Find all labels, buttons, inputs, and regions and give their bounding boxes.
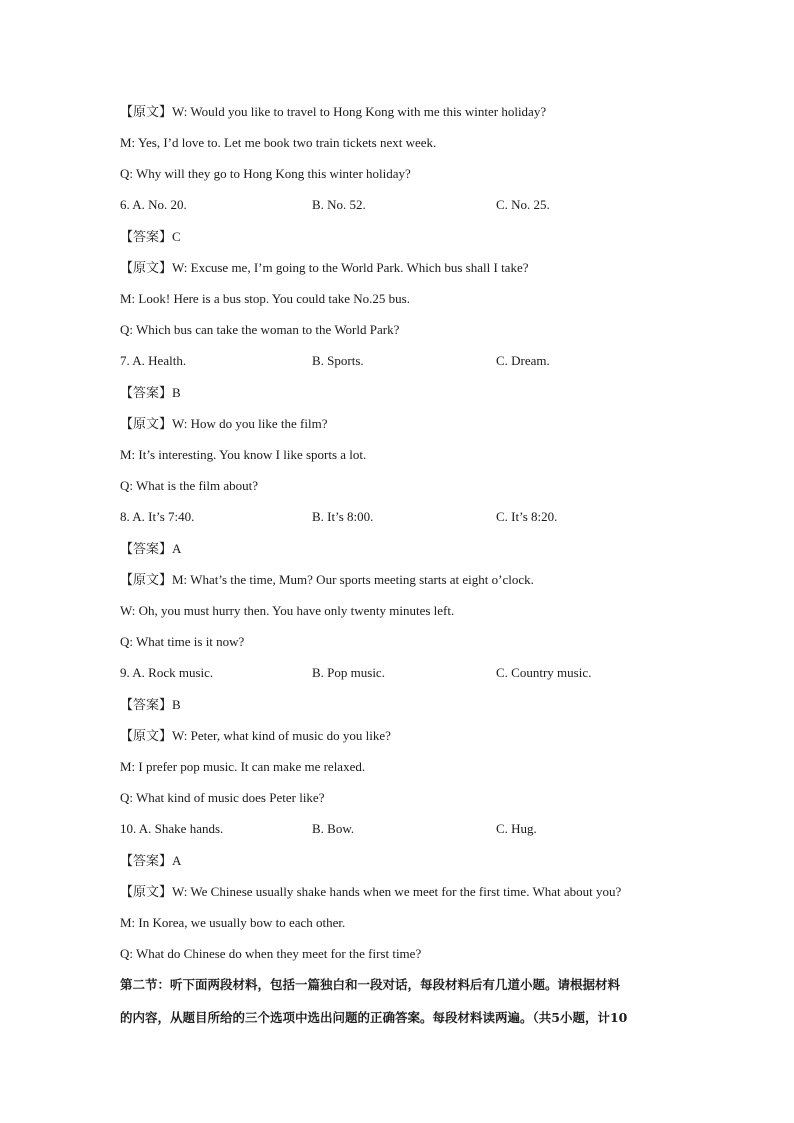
answer-line: 【答案】A (120, 853, 182, 868)
answer-line: 【答案】C (120, 229, 181, 244)
transcript-line: M: I prefer pop music. It can make me relaxed. (120, 759, 366, 774)
transcript-line: 【原文】W: Peter, what kind of music do you like? (120, 728, 391, 743)
answer-line: 【答案】A (120, 541, 182, 556)
transcript-question: Q: What is the film about? (120, 478, 259, 493)
transcript-line: 【原文】W: Would you like to travel to Hong Kong with me this winter holiday? (120, 104, 547, 119)
option-a: 9. A. Rock music. (120, 665, 214, 680)
transcript-question: Q: Which bus can take the woman to the World Park? (120, 322, 400, 337)
option-b: B. Bow. (312, 821, 355, 836)
option-a: 10. A. Shake hands. (120, 821, 224, 836)
option-c: C. Dream. (496, 353, 550, 368)
answer-line: 【答案】B (120, 385, 181, 400)
transcript-line: M: It’s interesting. You know I like sports a lot. (120, 447, 367, 462)
answer-line: 【答案】B (120, 697, 181, 712)
section-instruction: 第二节：听下面两段材料，包括一篇独白和一段对话，每段材料后有几道小题。请根据材料 (120, 977, 621, 992)
transcript-line: W: Oh, you must hurry then. You have only twenty minutes left. (120, 603, 455, 618)
option-b: B. It’s 8:00. (312, 509, 374, 524)
option-a: 7. A. Health. (120, 353, 187, 368)
option-b: B. Pop music. (312, 665, 385, 680)
transcript-line: 【原文】M: What’s the time, Mum? Our sports meeting starts at eight o’clock. (120, 572, 534, 587)
option-c: C. Country music. (496, 665, 592, 680)
transcript-question: Q: What time is it now? (120, 634, 245, 649)
option-c: C. It’s 8:20. (496, 509, 558, 524)
transcript-line: M: In Korea, we usually bow to each other. (120, 915, 346, 930)
section-instruction: 的内容，从题目所给的三个选项中选出问题的正确答案。每段材料读两遍。（共5小题，计10 (120, 1010, 628, 1025)
transcript-question: Q: What do Chinese do when they meet for the first time? (120, 946, 422, 961)
option-b: B. Sports. (312, 353, 364, 368)
transcript-line: M: Yes, I’d love to. Let me book two train tickets next week. (120, 135, 437, 150)
transcript-line: 【原文】W: We Chinese usually shake hands when we meet for the first time. What about you? (120, 884, 622, 899)
option-a: 6. A. No. 20. (120, 197, 187, 212)
transcript-line: M: Look! Here is a bus stop. You could take No.25 bus. (120, 291, 410, 306)
option-c: C. Hug. (496, 821, 537, 836)
option-a: 8. A. It’s 7:40. (120, 509, 195, 524)
transcript-question: Q: Why will they go to Hong Kong this winter holiday? (120, 166, 411, 181)
transcript-line: 【原文】W: How do you like the film? (120, 416, 328, 431)
option-b: B. No. 52. (312, 197, 366, 212)
transcript-line: 【原文】W: Excuse me, I’m going to the World Park. Which bus shall I take? (120, 260, 529, 275)
option-c: C. No. 25. (496, 197, 550, 212)
transcript-question: Q: What kind of music does Peter like? (120, 790, 325, 805)
